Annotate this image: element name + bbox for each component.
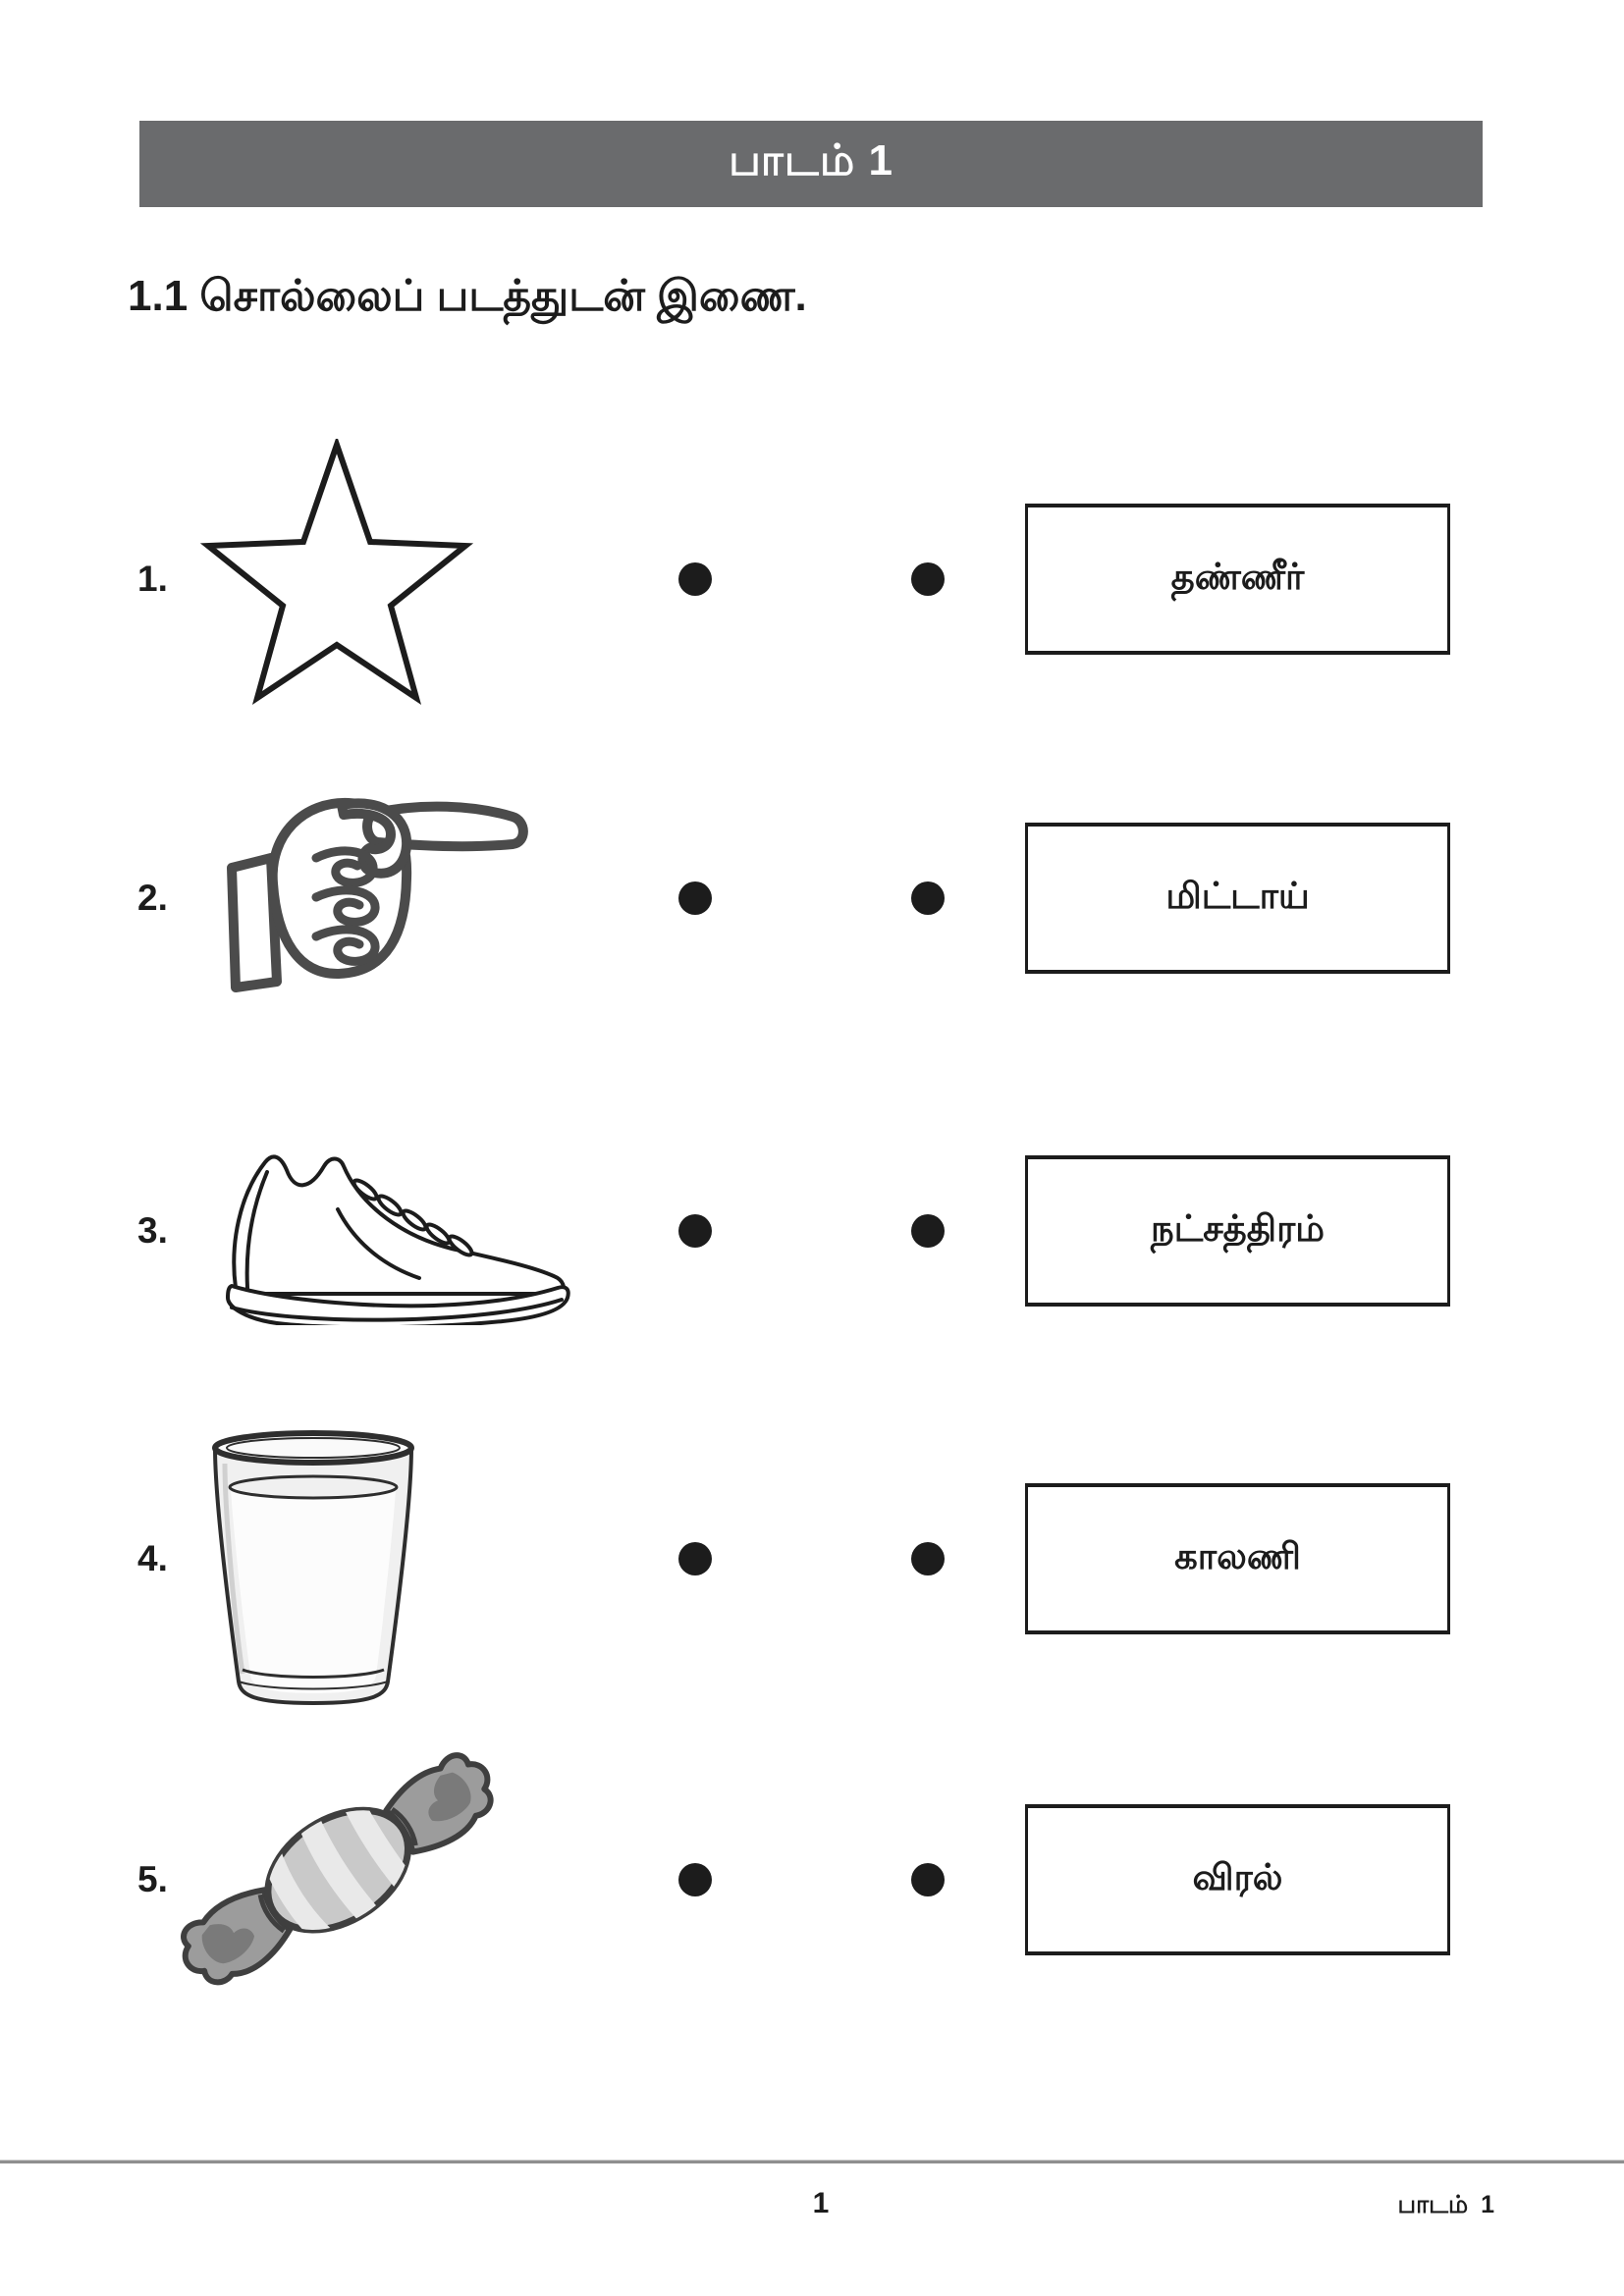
word-label: விரல் bbox=[1192, 1856, 1283, 1897]
right-connector-dot[interactable] bbox=[911, 1542, 945, 1575]
left-connector-dot[interactable] bbox=[678, 1863, 712, 1896]
left-connector-dot[interactable] bbox=[678, 1214, 712, 1248]
sports-shoe-icon bbox=[208, 1150, 571, 1325]
right-connector-dot[interactable] bbox=[911, 562, 945, 596]
left-connector-dot[interactable] bbox=[678, 562, 712, 596]
page-number: 1 bbox=[812, 2187, 830, 2219]
word-box bbox=[1025, 1804, 1450, 1955]
right-connector-dot[interactable] bbox=[911, 1863, 945, 1896]
row-number: 1. bbox=[137, 559, 168, 599]
word-box bbox=[1025, 1155, 1450, 1307]
glass-of-water-icon bbox=[209, 1428, 417, 1713]
word-box bbox=[1025, 1483, 1450, 1634]
footer-divider bbox=[0, 2160, 1624, 2163]
pointing-finger-icon bbox=[226, 785, 530, 993]
lesson-header-bar bbox=[139, 121, 1483, 207]
star-icon bbox=[189, 439, 484, 723]
word-label: நட்சத்திரம் bbox=[1151, 1207, 1325, 1249]
word-label: தண்ணீர் bbox=[1170, 556, 1305, 597]
row-number: 2. bbox=[137, 878, 168, 918]
lesson-title: பாடம் 1 bbox=[729, 136, 893, 185]
row-number: 4. bbox=[137, 1538, 168, 1578]
right-connector-dot[interactable] bbox=[911, 1214, 945, 1248]
row-number: 5. bbox=[137, 1859, 168, 1899]
row-number: 3. bbox=[137, 1210, 168, 1251]
word-label: மிட்டாய் bbox=[1165, 875, 1310, 916]
left-connector-dot[interactable] bbox=[678, 1542, 712, 1575]
word-box bbox=[1025, 823, 1450, 974]
exercise-heading: 1.1 சொல்லைப் படத்துடன் இணை. bbox=[128, 272, 807, 320]
word-label: காலணி bbox=[1174, 1535, 1301, 1576]
wrapped-candy-icon bbox=[135, 1749, 548, 2002]
right-connector-dot[interactable] bbox=[911, 881, 945, 915]
footer-lesson-label: பாடம் 1 bbox=[1397, 2191, 1494, 2218]
word-box bbox=[1025, 504, 1450, 655]
left-connector-dot[interactable] bbox=[678, 881, 712, 915]
